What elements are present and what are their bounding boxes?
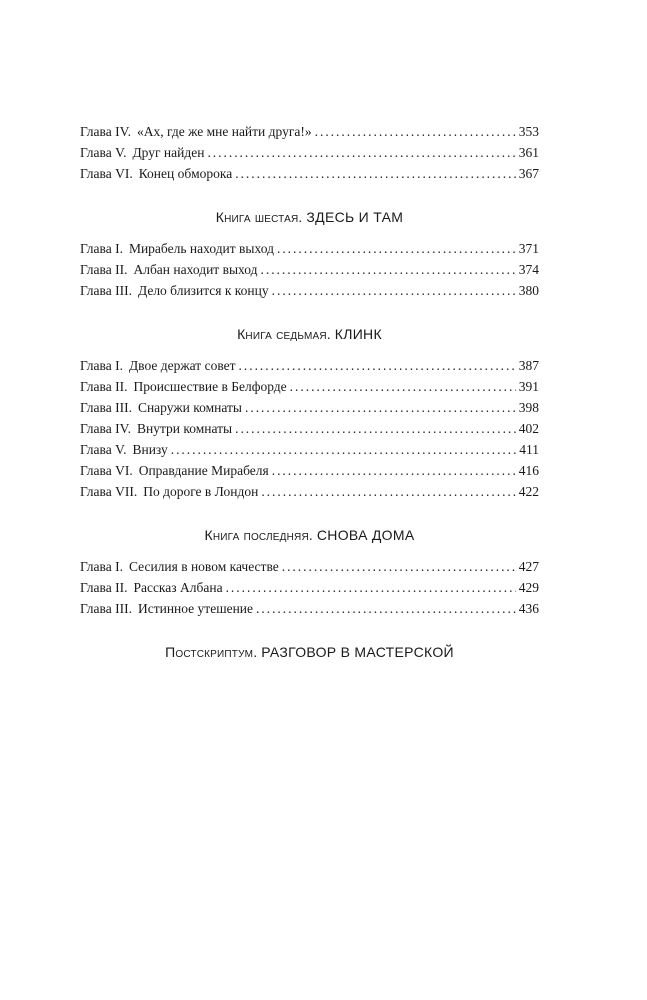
toc-entry[interactable]: [80, 481, 539, 502]
page-number: 367: [518, 166, 539, 181]
dot-leader: [239, 355, 516, 376]
chapter-title: Происшествие в Белфорде: [133, 379, 287, 394]
dot-leader: [272, 280, 516, 301]
toc-entry[interactable]: [80, 259, 539, 280]
chapter-group: [80, 238, 539, 301]
toc-entry[interactable]: [80, 439, 539, 460]
book-heading: [80, 525, 539, 545]
page-number: 402: [518, 421, 539, 436]
chapter-number: Глава I.: [80, 241, 123, 256]
chapter-label: [80, 259, 258, 280]
chapter-number: Глава III.: [80, 601, 132, 616]
chapter-label: [80, 238, 274, 259]
page-number: 436: [518, 601, 539, 616]
chapter-title: Снаружи комнаты: [137, 400, 242, 415]
dot-leader: [245, 397, 516, 418]
page-number: 387: [518, 358, 539, 373]
chapter-title: Албан находит выход: [133, 262, 258, 277]
dot-leader: [277, 238, 516, 259]
chapter-number: Глава II.: [80, 262, 128, 277]
chapter-label: [80, 556, 279, 577]
chapter-title: Внизу: [132, 442, 168, 457]
chapter-label: [80, 142, 204, 163]
chapter-number: Глава V.: [80, 442, 127, 457]
chapter-number: Глава II.: [80, 379, 128, 394]
dot-leader: [261, 259, 516, 280]
dot-leader: [256, 598, 516, 619]
toc-entry[interactable]: [80, 376, 539, 397]
book-heading-title: ЗДЕСЬ И ТАМ: [306, 209, 404, 225]
book-heading-title: РАЗГОВОР В МАСТЕРСКОЙ: [261, 644, 454, 660]
book-heading-title: СНОВА ДОМА: [316, 527, 415, 543]
dot-leader: [171, 439, 517, 460]
chapter-title: Истинное утешение: [137, 601, 254, 616]
chapter-label: [80, 598, 253, 619]
book-heading-prefix: Постскриптум.: [165, 644, 258, 660]
book-heading-prefix: Книга седьмая.: [237, 326, 331, 342]
chapter-title: Друг найден: [132, 145, 205, 160]
chapter-title: «Ах, где же мне найти друга!»: [136, 124, 312, 139]
toc-entry[interactable]: [80, 556, 539, 577]
page-number: 427: [518, 559, 539, 574]
toc-entry[interactable]: [80, 238, 539, 259]
chapter-number: Глава III.: [80, 283, 132, 298]
chapter-label: [80, 418, 232, 439]
page-number: 361: [518, 145, 539, 160]
page-number: 411: [519, 442, 539, 457]
chapter-number: Глава III.: [80, 400, 132, 415]
book-heading: [80, 324, 539, 344]
chapter-title: Рассказ Албана: [133, 580, 223, 595]
chapter-title: Внутри комнаты: [136, 421, 233, 436]
chapter-label: [80, 163, 232, 184]
chapter-title: Сесилия в новом качестве: [128, 559, 279, 574]
chapter-number: Глава IV.: [80, 421, 131, 436]
chapter-number: Глава IV.: [80, 124, 131, 139]
page-number: 422: [518, 484, 539, 499]
chapter-title: Оправдание Мирабеля: [138, 463, 269, 478]
table-of-contents: [80, 121, 539, 662]
book-heading-prefix: Книга шестая.: [215, 209, 303, 225]
book-heading: [80, 642, 539, 662]
page-number: 371: [518, 241, 539, 256]
toc-entry[interactable]: [80, 142, 539, 163]
toc-entry[interactable]: [80, 418, 539, 439]
chapter-label: [80, 481, 258, 502]
chapter-label: [80, 577, 223, 598]
chapter-number: Глава VI.: [80, 166, 133, 181]
toc-entry[interactable]: [80, 598, 539, 619]
chapter-number: Глава V.: [80, 145, 127, 160]
chapter-number: Глава VII.: [80, 484, 138, 499]
chapter-group: [80, 121, 539, 184]
dot-leader: [235, 418, 516, 439]
page-number: 398: [518, 400, 539, 415]
chapter-label: [80, 376, 287, 397]
chapter-label: [80, 439, 168, 460]
chapter-number: Глава I.: [80, 358, 123, 373]
chapter-title: Мирабель находит выход: [128, 241, 274, 256]
chapter-title: Дело близится к концу: [137, 283, 269, 298]
page-number: 380: [518, 283, 539, 298]
toc-entry[interactable]: [80, 355, 539, 376]
dot-leader: [235, 163, 516, 184]
chapter-title: По дороге в Лондон: [143, 484, 259, 499]
toc-entry[interactable]: [80, 280, 539, 301]
page-number: 374: [518, 262, 539, 277]
page-number: 416: [518, 463, 539, 478]
page-number: 391: [518, 379, 539, 394]
chapter-number: Глава II.: [80, 580, 128, 595]
toc-entry[interactable]: [80, 460, 539, 481]
dot-leader: [290, 376, 516, 397]
chapter-title: Конец обморока: [138, 166, 233, 181]
page-number: 429: [518, 580, 539, 595]
chapter-group: [80, 556, 539, 619]
chapter-label: [80, 121, 312, 142]
toc-entry[interactable]: [80, 163, 539, 184]
dot-leader: [272, 460, 516, 481]
chapter-label: [80, 355, 236, 376]
dot-leader: [261, 481, 515, 502]
toc-entry[interactable]: [80, 577, 539, 598]
dot-leader: [207, 142, 515, 163]
book-heading: [80, 207, 539, 227]
page-number: 353: [518, 124, 539, 139]
toc-entry[interactable]: [80, 397, 539, 418]
chapter-group: [80, 355, 539, 502]
chapter-number: Глава I.: [80, 559, 123, 574]
book-heading-prefix: Книга последняя.: [204, 527, 313, 543]
toc-entry[interactable]: [80, 121, 539, 142]
chapter-number: Глава VI.: [80, 463, 133, 478]
chapter-title: Двое держат совет: [128, 358, 236, 373]
chapter-label: [80, 280, 269, 301]
dot-leader: [282, 556, 516, 577]
book-heading-title: КЛИНК: [334, 326, 382, 342]
chapter-label: [80, 397, 242, 418]
dot-leader: [226, 577, 516, 598]
dot-leader: [315, 121, 516, 142]
chapter-label: [80, 460, 269, 481]
